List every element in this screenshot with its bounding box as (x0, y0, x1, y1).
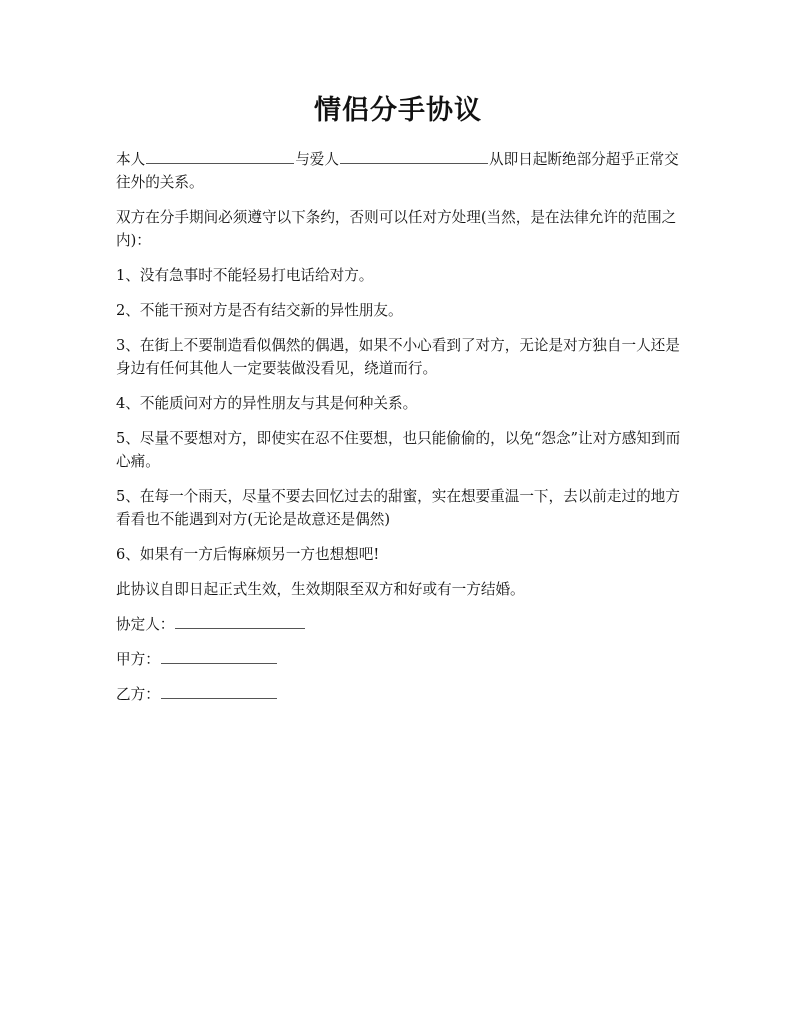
clause-item: 5、尽量不要想对方，即使实在忍不住要想，也只能偷偷的，以免“怨念”让对方感知到而心痛。 (116, 430, 681, 470)
intro-paragraph (116, 148, 682, 194)
signature-party-b (116, 683, 682, 706)
clause-item: 4、不能质问对方的异性朋友与其是何种关系。 (116, 395, 418, 412)
agreer-blank (175, 614, 305, 629)
name-blank-partner (340, 149, 488, 164)
effective-paragraph: 此协议自即日起正式生效，生效期限至双方和好或有一方结婚。 (116, 581, 525, 598)
preamble-paragraph: 双方在分手期间必须遵守以下条约，否则可以任对方处理(当然，是在法律允许的范围之内)： (116, 209, 677, 249)
name-blank-self (146, 149, 294, 164)
clause-item: 6、如果有一方后悔麻烦另一方也想想吧! (116, 546, 380, 563)
document-title: 情侣分手协议 (314, 95, 482, 126)
signature-party-a (116, 648, 682, 671)
clause-item: 3、在街上不要制造看似偶然的偶遇，如果不小心看到了对方，无论是对方独自一人还是身边有任何其他人一定要装做没看见，绕道而行。 (116, 337, 680, 377)
intro-text-2: 与爱人 (295, 151, 339, 168)
party-a-label: 甲方： (116, 651, 160, 668)
party-b-label: 乙方： (116, 686, 160, 703)
party-a-blank (161, 649, 277, 664)
clause-item: 5、在每一个雨天，尽量不要去回忆过去的甜蜜，实在想要重温一下，去以前走过的地方看看也不能遇到对方(无论是故意还是偶然) (116, 488, 680, 528)
signature-agreer (116, 613, 682, 636)
party-b-blank (161, 684, 277, 699)
intro-text-3: 从即日起断绝部分超乎正常交往外的关系。 (116, 151, 679, 191)
document-body (116, 148, 682, 718)
agreer-label: 协定人： (116, 616, 175, 633)
clause-item: 2、不能干预对方是否有结交新的异性朋友。 (116, 302, 403, 319)
clause-item: 1、没有急事时不能轻易打电话给对方。 (116, 267, 374, 284)
intro-text-1: 本人 (116, 151, 146, 168)
